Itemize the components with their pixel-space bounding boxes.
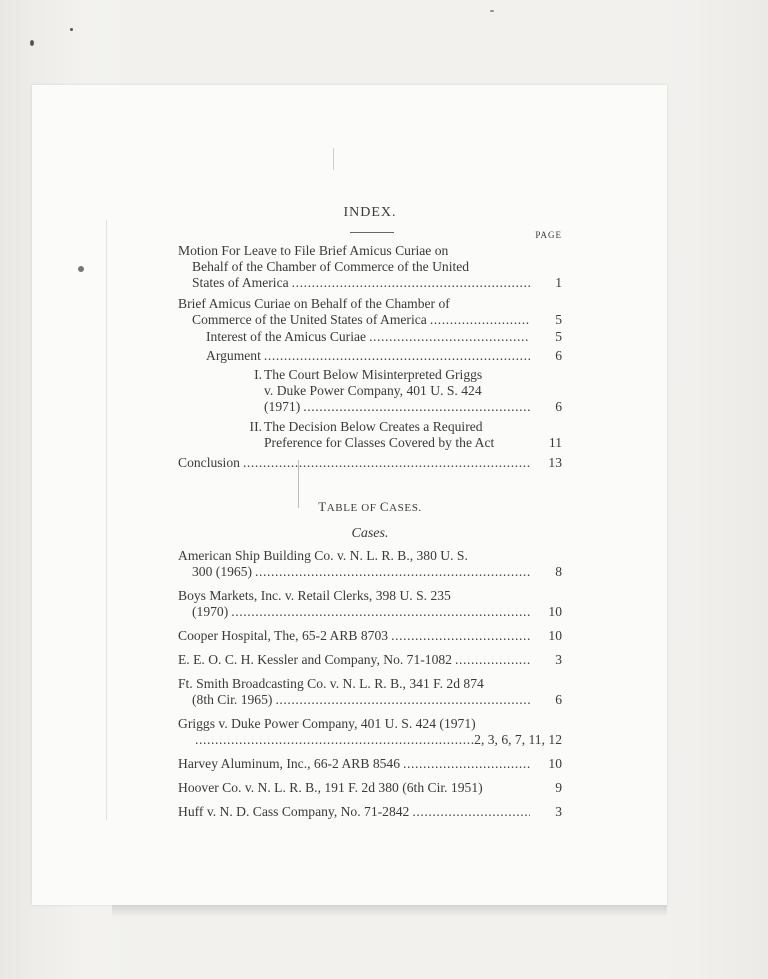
index-entry-conclusion xyxy=(178,455,562,471)
case-page-number: 9 xyxy=(555,780,562,795)
case-line: Boys Markets, Inc. v. Retail Clerks, 398 U. S. 235 xyxy=(178,588,451,603)
case-entry xyxy=(178,628,562,644)
entry-line-leader: Commerce of the United States of America . . . xyxy=(178,312,530,328)
case-line-leader xyxy=(178,732,562,748)
case-page-number: 3 xyxy=(555,652,562,667)
scan-speck xyxy=(78,266,84,272)
case-page-number: 10 xyxy=(548,628,562,643)
index-entry-brief xyxy=(178,296,562,328)
case-line-leader: E. E. O. C. H. Kessler and Company, No. 71-1082 . . . xyxy=(178,652,530,668)
case-entry xyxy=(178,756,562,772)
entry-line: The Decision Below Creates a Required xyxy=(264,419,483,434)
title-rule xyxy=(350,232,394,233)
scan-margin-right xyxy=(658,0,768,979)
case-line: American Ship Building Co. v. N. L. R. B., 380 U. S. xyxy=(178,548,468,563)
case-entry xyxy=(178,676,562,708)
case-page-number: 2, 3, 6, 7, 11, 12 xyxy=(474,732,562,747)
case-entry xyxy=(178,780,562,796)
case-line-leader: (8th Cir. 1965) . . . xyxy=(178,692,530,708)
index-entry-argument-1 xyxy=(240,367,562,415)
entry-page-number: 11 xyxy=(548,435,562,450)
scan-speck xyxy=(70,28,73,31)
entry-page-number: 6 xyxy=(555,399,562,414)
index-entry-argument xyxy=(206,348,562,364)
entry-page-number: 6 xyxy=(555,348,562,363)
case-entry xyxy=(178,804,562,820)
case-line-leader: Huff v. N. D. Cass Company, No. 71-2842 . . . xyxy=(178,804,530,820)
scan-speck xyxy=(490,10,494,12)
table-of-cases-heading: TABLE OF CASES. xyxy=(318,499,422,514)
case-line: Ft. Smith Broadcasting Co. v. N. L. R. B., 341 F. 2d 874 xyxy=(178,676,484,691)
scan-streak xyxy=(106,220,107,820)
index-entry-motion xyxy=(178,243,562,291)
index-entry-interest xyxy=(206,329,562,345)
entry-page-number: 13 xyxy=(548,455,562,470)
case-entry xyxy=(178,588,562,620)
entry-page-number: 5 xyxy=(555,312,562,327)
roman-numeral: II. xyxy=(249,419,262,434)
case-line-leader: 300 (1965) . . . xyxy=(178,564,530,580)
entry-line-leader: Argument . . . xyxy=(206,348,530,364)
scan-streak xyxy=(333,148,334,170)
entry-line: Behalf of the Chamber of Commerce of the United xyxy=(192,259,470,274)
page-bottom-edge xyxy=(112,905,667,917)
case-line-leader: Cooper Hospital, The, 65-2 ARB 8703 . . . xyxy=(178,628,530,644)
entry-line: v. Duke Power Company, 401 U. S. 424 xyxy=(264,383,482,398)
case-page-number: 10 xyxy=(548,756,562,771)
index-content xyxy=(178,205,562,820)
case-line: Hoover Co. v. N. L. R. B., 191 F. 2d 380 (6th Cir. 1951) xyxy=(178,780,483,795)
case-line-leader: (1970) . . . xyxy=(178,604,530,620)
case-entry xyxy=(178,652,562,668)
cases-subheading: Cases. xyxy=(351,526,389,541)
entry-line-leader: States of America . . . xyxy=(178,275,530,291)
entry-line: Brief Amicus Curiae on Behalf of the Chamber of xyxy=(178,296,450,311)
entry-line: Motion For Leave to File Brief Amicus Curiae on xyxy=(178,243,449,258)
entry-page-number: 5 xyxy=(555,329,562,344)
roman-numeral: I. xyxy=(254,367,262,382)
page-column-label: PAGE xyxy=(535,230,562,240)
index-header-row xyxy=(178,227,562,241)
entry-line: The Court Below Misinterpreted Griggs xyxy=(264,367,483,382)
entry-page-number: 1 xyxy=(555,275,562,290)
index-title: INDEX. xyxy=(343,205,397,220)
case-page-number: 3 xyxy=(555,804,562,819)
entry-line: Preference for Classes Covered by the Act xyxy=(264,435,495,450)
entry-line-leader: (1971) . . . xyxy=(264,399,530,415)
case-page-number: 10 xyxy=(548,604,562,619)
entry-line-leader: Conclusion . . . xyxy=(178,455,530,471)
scan-speck xyxy=(30,40,34,46)
case-entry xyxy=(178,716,562,748)
case-line-leader: Harvey Aluminum, Inc., 66-2 ARB 8546 . . . xyxy=(178,756,530,772)
entry-line-leader: Interest of the Amicus Curiae . . . xyxy=(206,329,530,345)
case-line: Griggs v. Duke Power Company, 401 U. S. 424 (1971) xyxy=(178,716,476,731)
case-entry xyxy=(178,548,562,580)
case-page-number: 6 xyxy=(555,692,562,707)
cases-list xyxy=(178,548,562,820)
case-page-number: 8 xyxy=(555,564,562,579)
index-entry-argument-2 xyxy=(240,419,562,451)
